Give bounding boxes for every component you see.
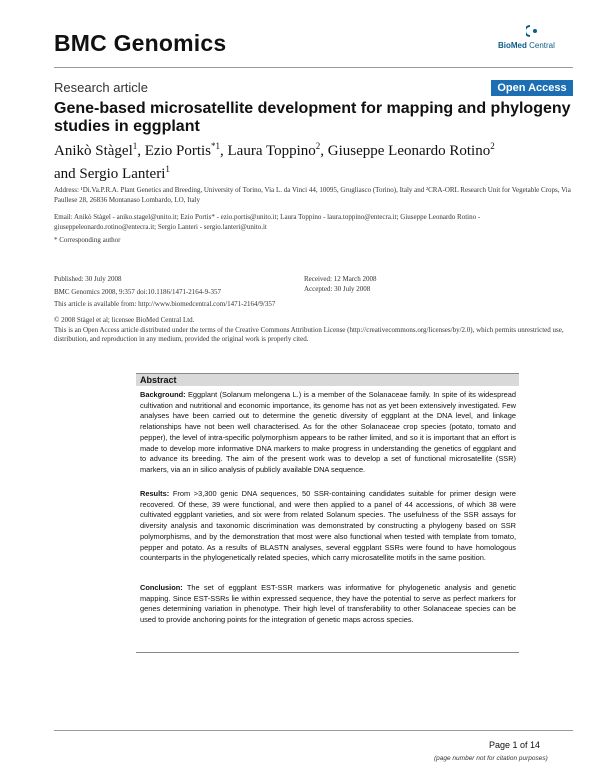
author-affiliation: 2 [490, 141, 495, 151]
article-title: Gene-based microsatellite development for mapping and phylogeny studies in eggplant [54, 100, 571, 135]
author-name: and Sergio Lanteri [54, 166, 166, 182]
article-type: Research article [54, 80, 148, 95]
conclusion-text: The set of eggplant EST-SSR markers was informative for phylogenetic analysis and genetic mapping. Since EST-SSRs lie within expressed sequence, they have the potential to serve as perfect markers for genes determining variation in phenotype. Their high level of transferability to other Solanaceae species can be used to provide anchoring points for the integration of genetic maps across species. [140, 583, 516, 625]
author-name: Anikò Stàgel [54, 143, 133, 159]
abstract-conclusion [140, 583, 516, 626]
abstract-section [136, 373, 519, 635]
author-affiliation: *1 [211, 141, 220, 151]
author-name: , Ezio Portis [137, 143, 211, 159]
article-url: This article is available from: http://www.biomedcentral.com/1471-2164/9/357 [54, 300, 276, 308]
author-address: Address: ¹Di.Va.P.R.A. Plant Genetics and Breeding, University of Torino, Via L. da Vinci 44, 10095, Grugliasco (Torino), Italy and ²CRA-ORL Research Unit for Vegetable Crops, Via Paullese 28, 26836 Montanaso Lombardo, LO, Italy [54, 186, 571, 204]
author-name: , Laura Toppino [220, 143, 316, 159]
abstract-bottom-rule [136, 652, 519, 653]
corresponding-note: * Corresponding author [54, 236, 121, 244]
header-divider [54, 67, 573, 68]
author-affiliation: 1 [132, 141, 138, 151]
author-emails: Email: Anikò Stàgel - aniko.stagel@unito.it; Ezio Portis* - ezio.portis@unito.it; Laura Toppino - laura.toppino@entecra.it; Giuseppe Leonardo Rotino - giuseppeleonardo.rotino@entecra.it; Sergio Lanteri - sergio.lanteri@unito.it [54, 213, 481, 231]
journal-name: BMC Genomics [54, 30, 227, 56]
abstract-background [140, 390, 516, 476]
biomed-central-logo [498, 24, 568, 54]
received-info [304, 275, 504, 294]
open-access-badge: Open Access [491, 80, 573, 96]
background-label: Background: [140, 390, 186, 399]
footer-divider [54, 730, 573, 731]
publication-info [54, 275, 304, 297]
biomed-logo-icon [526, 24, 540, 38]
author-list [54, 137, 574, 183]
copyright: © 2008 Stàgel et al; licensee BioMed Central Ltd. [54, 316, 195, 324]
abstract-results [140, 489, 516, 564]
accepted-date: Accepted: 30 July 2008 [304, 284, 371, 293]
results-text: From >3,300 genic DNA sequences, 50 SSR-containing candidates suitable for primer design were recovered. Of these, 39 were functional, and were then applied to a panel of 44 accessions, of which 38 were cultivated eggplant varieties, and six were from related Solanum species. The usefulness of the SSR assays for diversity analysis and taxonomic discrimination was demonstrated by constructing a phylogeny based on SSR polymorphisms, and by the demonstration that most were also functional when tested with template from tomato, pepper and potato. As a results of BLASTN analyses, several eggplant SSRs were found to have homologous counterparts in the phylogenetically related species, which carry microsatellite motifs in the same position. [140, 489, 516, 563]
page-number: Page 1 of 14 [489, 740, 541, 750]
published-date: Published: 30 July 2008 [54, 275, 122, 283]
results-label: Results: [140, 489, 170, 498]
abstract-heading: Abstract [136, 373, 519, 386]
copyright-block [54, 316, 574, 345]
conclusion-label: Conclusion: [140, 583, 183, 592]
received-date: Received: 12 March 2008 [304, 275, 377, 283]
license-text: This is an Open Access article distributed under the terms of the Creative Commons Attribution License (http://creativecommons.org/licenses/by/2.0), which permits unrestricted use, distribution, and reproduction in any medium, provided the original work is properly cited. [54, 325, 564, 343]
author-name: , Giuseppe Leonardo Rotino [320, 143, 491, 159]
author-affiliation: 2 [315, 141, 321, 151]
citation: BMC Genomics 2008, 9:357 doi:10.1186/1471-2164-9-357 [54, 287, 221, 296]
logo-wordmark: BioMed Central [498, 41, 555, 50]
author-affiliation: 1 [165, 164, 170, 174]
page-note: (page number not for citation purposes) [434, 755, 548, 762]
background-text: Eggplant (Solanum melongena L.) is a member of the Solanaceae family. In spite of its widespread cultivation and nutritional and economic importance, its genome has not as yet been extensively investigated. Few analyses have been carried out to determine the genetic diversity of eggplant at the DNA level, and linkage relationships have not been well characterised. As for the other Solanaceae crop species (potato, tomato and pepper), the level of intra-specific polymorphism appears to be rather limited, and so it is important that an effort is made to develop more informative DNA markers to make progress in understanding the genetics of eggplant and to advance its breeding. The aim of the present work was to develop a set of functional microsatellite (SSR) markers, via an in silico analysis of publicly available DNA sequence. [140, 390, 516, 474]
